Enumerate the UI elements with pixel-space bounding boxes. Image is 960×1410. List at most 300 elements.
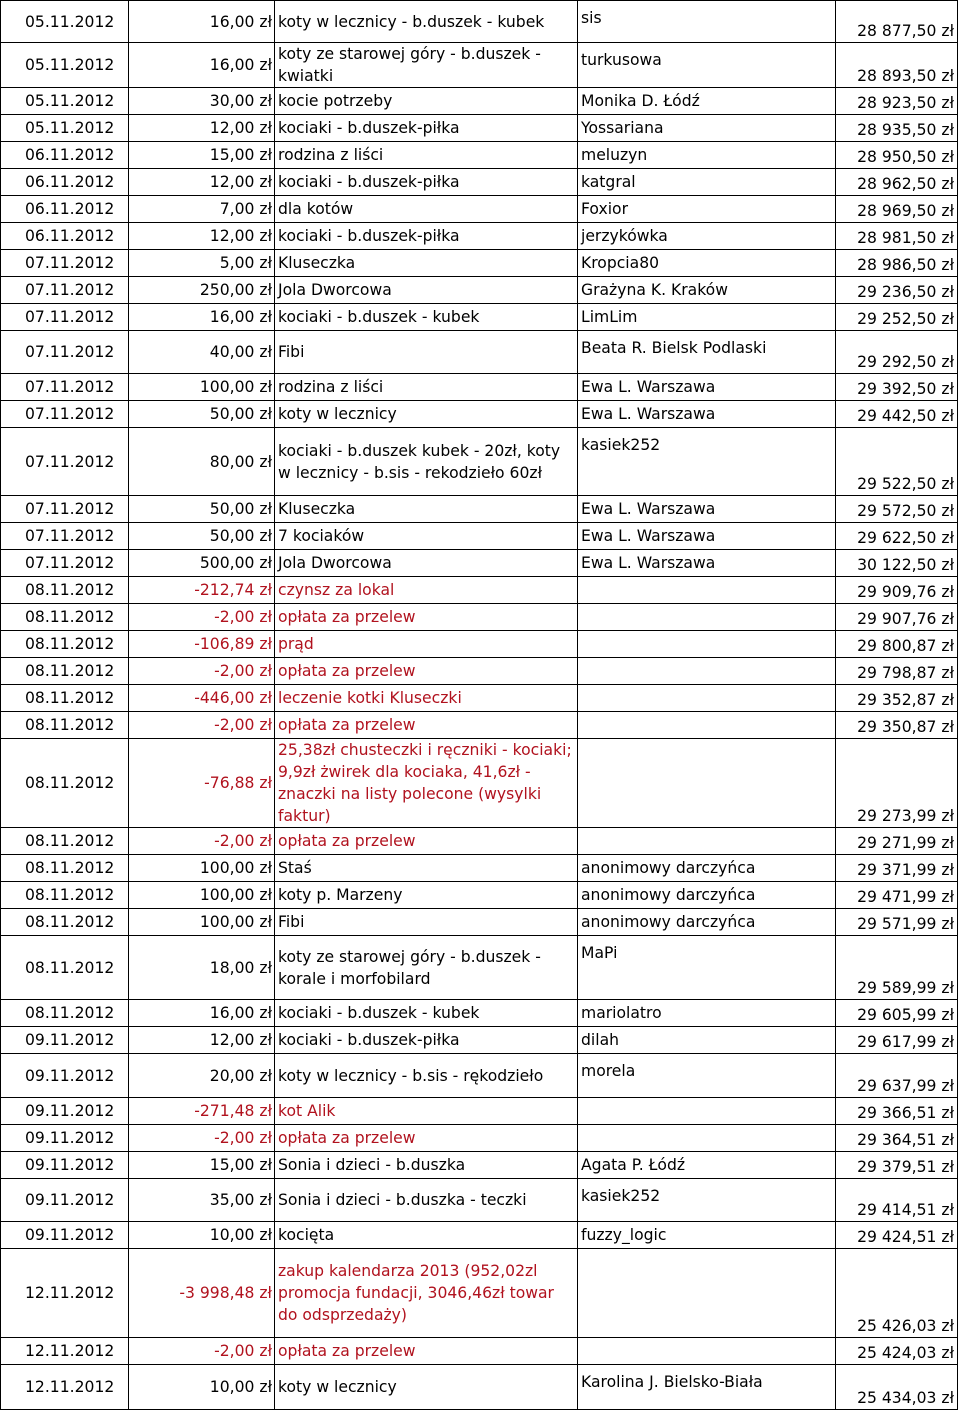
amount-cell-text: 16,00 zł	[209, 56, 272, 74]
table-row	[1, 169, 958, 196]
date-cell-text: 06.11.2012	[25, 173, 115, 191]
balance-cell-text: 29 572,50 zł	[857, 502, 954, 520]
description-cell-text: Fibi	[278, 913, 305, 931]
date-cell-text: 05.11.2012	[25, 56, 115, 74]
donor-cell-text: anonimowy darczyńca	[581, 913, 756, 931]
balance-cell-text: 29 392,50 zł	[857, 380, 954, 398]
amount-cell	[129, 1338, 275, 1365]
donor-cell	[578, 401, 836, 428]
table-row	[1, 550, 958, 577]
table-row	[1, 1222, 958, 1249]
donor-cell	[578, 712, 836, 739]
donor-cell	[578, 88, 836, 115]
description-cell	[275, 401, 578, 428]
date-cell	[1, 1249, 129, 1338]
donor-cell	[578, 277, 836, 304]
amount-cell	[129, 1179, 275, 1222]
amount-cell	[129, 550, 275, 577]
amount-cell-text: 12,00 zł	[209, 173, 272, 191]
donor-cell	[578, 1179, 836, 1222]
date-cell-text: 12.11.2012	[25, 1284, 115, 1302]
donor-cell-text: anonimowy darczyńca	[581, 859, 756, 877]
donor-cell-text: Yossariana	[581, 119, 664, 137]
date-cell-text: 05.11.2012	[25, 92, 115, 110]
amount-cell	[129, 374, 275, 401]
donor-cell	[578, 550, 836, 577]
date-cell	[1, 577, 129, 604]
amount-cell	[129, 604, 275, 631]
donor-cell-text: Agata P. Łódź	[581, 1156, 686, 1174]
description-cell	[275, 1179, 578, 1222]
description-cell-text: 7 kociaków	[278, 527, 365, 545]
donor-cell	[578, 631, 836, 658]
donor-cell-text: Karolina J. Bielsko-Biała	[581, 1373, 763, 1391]
description-cell	[275, 828, 578, 855]
description-cell	[275, 577, 578, 604]
balance-cell-text: 29 522,50 zł	[857, 475, 954, 493]
donor-cell	[578, 43, 836, 88]
table-row	[1, 142, 958, 169]
donor-cell	[578, 828, 836, 855]
date-cell-text: 07.11.2012	[25, 343, 115, 361]
donor-cell	[578, 496, 836, 523]
amount-cell	[129, 1027, 275, 1054]
donor-cell	[578, 1365, 836, 1410]
description-cell-text: koty p. Marzeny	[278, 886, 403, 904]
description-cell	[275, 88, 578, 115]
description-cell-text: opłata za przelew	[278, 1129, 416, 1147]
description-cell-text: opłata za przelew	[278, 832, 416, 850]
description-cell	[275, 523, 578, 550]
description-cell-text: kociaki - b.duszek-piłka	[278, 1031, 460, 1049]
description-cell	[275, 1152, 578, 1179]
date-cell	[1, 909, 129, 936]
description-cell-text: kociaki - b.duszek kubek - 20zł, koty w lecznicy - b.sis - rekodzieło 60zł	[278, 441, 561, 482]
table-row	[1, 1179, 958, 1222]
balance-cell-text: 29 352,87 zł	[857, 691, 954, 709]
donor-cell-text: MaPi	[581, 944, 618, 962]
table-row	[1, 331, 958, 374]
date-cell-text: 09.11.2012	[25, 1191, 115, 1209]
date-cell-text: 09.11.2012	[25, 1226, 115, 1244]
description-cell	[275, 1, 578, 43]
description-cell	[275, 250, 578, 277]
donor-cell	[578, 1222, 836, 1249]
table-row	[1, 1098, 958, 1125]
amount-cell-text: 80,00 zł	[209, 452, 272, 471]
donor-cell-text: katgral	[581, 173, 636, 191]
date-cell-text: 09.11.2012	[25, 1156, 115, 1174]
description-cell-text: kociaki - b.duszek - kubek	[278, 308, 480, 326]
description-cell-text: kociaki - b.duszek-piłka	[278, 119, 460, 137]
donor-cell	[578, 304, 836, 331]
balance-cell-text: 28 981,50 zł	[857, 229, 954, 247]
amount-cell-text: 16,00 zł	[209, 308, 272, 326]
amount-cell	[129, 1365, 275, 1410]
description-cell	[275, 1222, 578, 1249]
amount-cell	[129, 196, 275, 223]
description-cell	[275, 196, 578, 223]
date-cell-text: 07.11.2012	[25, 452, 115, 471]
balance-cell	[836, 604, 958, 631]
balance-cell-text: 29 292,50 zł	[857, 353, 954, 371]
date-cell	[1, 1027, 129, 1054]
amount-cell	[129, 658, 275, 685]
balance-cell-text: 29 271,99 zł	[857, 834, 954, 852]
balance-cell	[836, 882, 958, 909]
date-cell	[1, 496, 129, 523]
description-cell-text: opłata za przelew	[278, 608, 416, 626]
balance-cell	[836, 577, 958, 604]
table-row	[1, 250, 958, 277]
table-row	[1, 496, 958, 523]
date-cell-text: 08.11.2012	[25, 608, 115, 626]
description-cell	[275, 142, 578, 169]
description-cell-text: kot Alik	[278, 1102, 336, 1120]
description-cell-text: Jola Dworcowa	[278, 281, 392, 299]
amount-cell	[129, 88, 275, 115]
amount-cell	[129, 1000, 275, 1027]
balance-cell	[836, 1054, 958, 1098]
balance-cell-text: 29 371,99 zł	[857, 861, 954, 879]
balance-cell-text: 29 366,51 zł	[857, 1104, 954, 1122]
date-cell-text: 08.11.2012	[25, 581, 115, 599]
balance-cell-text: 28 962,50 zł	[857, 175, 954, 193]
description-cell-text: koty ze starowej góry - b.duszek - kwiatki	[278, 45, 541, 85]
table-row	[1, 401, 958, 428]
balance-cell-text: 29 350,87 zł	[857, 718, 954, 736]
description-cell-text: koty w lecznicy	[278, 405, 397, 423]
date-cell	[1, 550, 129, 577]
date-cell	[1, 631, 129, 658]
description-cell-text: kociaki - b.duszek - kubek	[278, 1004, 480, 1022]
date-cell-text: 07.11.2012	[25, 308, 115, 326]
amount-cell-text: 50,00 zł	[209, 527, 272, 545]
balance-cell	[836, 1000, 958, 1027]
date-cell	[1, 685, 129, 712]
description-cell	[275, 1098, 578, 1125]
donor-cell-text: meluzyn	[581, 146, 648, 164]
description-cell	[275, 936, 578, 1000]
description-cell-text: dla kotów	[278, 200, 354, 218]
donor-cell	[578, 1338, 836, 1365]
amount-cell-text: 30,00 zł	[209, 92, 272, 110]
balance-cell	[836, 1249, 958, 1338]
description-cell	[275, 223, 578, 250]
donor-cell-text: Ewa L. Warszawa	[581, 527, 716, 545]
description-cell	[275, 115, 578, 142]
table-row	[1, 685, 958, 712]
date-cell-text: 07.11.2012	[25, 405, 115, 423]
balance-cell-text: 29 442,50 zł	[857, 407, 954, 425]
balance-cell-text: 25 434,03 zł	[857, 1389, 954, 1407]
donor-cell	[578, 1054, 836, 1098]
description-cell	[275, 855, 578, 882]
description-cell	[275, 1125, 578, 1152]
balance-cell	[836, 115, 958, 142]
donor-cell-text: LimLim	[581, 308, 638, 326]
amount-cell-text: 250,00 zł	[199, 281, 272, 299]
donor-cell	[578, 169, 836, 196]
donor-cell	[578, 1027, 836, 1054]
balance-cell-text: 28 935,50 zł	[857, 121, 954, 139]
table-row	[1, 428, 958, 496]
table-row	[1, 277, 958, 304]
donor-cell	[578, 142, 836, 169]
donor-cell	[578, 1, 836, 43]
balance-cell	[836, 43, 958, 88]
description-cell-text: opłata za przelew	[278, 662, 416, 680]
balance-cell-text: 30 122,50 zł	[857, 556, 954, 574]
description-cell-text: rodzina z liści	[278, 146, 384, 164]
description-cell	[275, 739, 578, 828]
description-cell	[275, 712, 578, 739]
description-cell-text: Staś	[278, 859, 312, 877]
description-cell	[275, 604, 578, 631]
date-cell	[1, 936, 129, 1000]
table-row	[1, 604, 958, 631]
donor-cell-text: Grażyna K. Kraków	[581, 281, 728, 299]
balance-cell	[836, 936, 958, 1000]
amount-cell	[129, 142, 275, 169]
date-cell	[1, 331, 129, 374]
balance-cell	[836, 1365, 958, 1410]
date-cell	[1, 882, 129, 909]
balance-cell	[836, 828, 958, 855]
table-row	[1, 223, 958, 250]
date-cell-text: 08.11.2012	[25, 886, 115, 904]
amount-cell	[129, 496, 275, 523]
description-cell-text: leczenie kotki Kluseczki	[278, 689, 462, 707]
balance-cell	[836, 1, 958, 43]
description-cell-text: kocie potrzeby	[278, 92, 393, 110]
description-cell-text: Kluseczka	[278, 254, 356, 272]
description-cell	[275, 304, 578, 331]
amount-cell-text: -2,00 zł	[214, 716, 272, 734]
description-cell-text: koty w lecznicy - b.sis - rękodzieło	[278, 1066, 544, 1085]
amount-cell	[129, 631, 275, 658]
date-cell-text: 09.11.2012	[25, 1031, 115, 1049]
balance-cell-text: 29 252,50 zł	[857, 310, 954, 328]
balance-cell-text: 29 800,87 zł	[857, 637, 954, 655]
balance-cell-text: 28 893,50 zł	[857, 67, 954, 85]
balance-cell	[836, 401, 958, 428]
date-cell-text: 07.11.2012	[25, 500, 115, 518]
description-cell-text: czynsz za lokal	[278, 581, 395, 599]
date-cell	[1, 196, 129, 223]
donor-cell-text: morela	[581, 1062, 636, 1080]
balance-cell-text: 29 637,99 zł	[857, 1077, 954, 1095]
amount-cell	[129, 169, 275, 196]
description-cell-text: Kluseczka	[278, 500, 356, 518]
balance-cell-text: 29 907,76 zł	[857, 610, 954, 628]
description-cell	[275, 1249, 578, 1338]
balance-cell-text: 29 236,50 zł	[857, 283, 954, 301]
date-cell-text: 07.11.2012	[25, 554, 115, 572]
balance-cell-text: 25 424,03 zł	[857, 1344, 954, 1362]
donor-cell	[578, 936, 836, 1000]
description-cell-text: 25,38zł chusteczki i ręczniki - kociaki; 9,9zł żwirek dla kociaka, 41,6zł - znaczki na listy polecone (wysylki faktur)	[278, 741, 572, 825]
donor-cell-text: dilah	[581, 1031, 620, 1049]
amount-cell	[129, 250, 275, 277]
amount-cell	[129, 223, 275, 250]
donor-cell-text: turkusowa	[581, 51, 662, 69]
description-cell	[275, 550, 578, 577]
balance-cell	[836, 1338, 958, 1365]
amount-cell-text: 7,00 zł	[219, 200, 272, 218]
description-cell	[275, 631, 578, 658]
date-cell	[1, 1365, 129, 1410]
balance-cell	[836, 631, 958, 658]
date-cell	[1, 855, 129, 882]
description-cell-text: koty w lecznicy	[278, 1378, 397, 1396]
table-row	[1, 828, 958, 855]
date-cell	[1, 115, 129, 142]
description-cell-text: zakup kalendarza 2013 (952,02zl promocja fundacji, 3046,46zł towar do odsprzedaży)	[278, 1262, 554, 1324]
date-cell-text: 07.11.2012	[25, 527, 115, 545]
date-cell	[1, 1179, 129, 1222]
donor-cell	[578, 658, 836, 685]
balance-cell	[836, 250, 958, 277]
table-row	[1, 1125, 958, 1152]
balance-cell	[836, 739, 958, 828]
balance-cell	[836, 223, 958, 250]
amount-cell	[129, 882, 275, 909]
date-cell-text: 09.11.2012	[25, 1129, 115, 1147]
balance-cell	[836, 196, 958, 223]
amount-cell-text: -76,88 zł	[204, 774, 272, 792]
description-cell-text: kociaki - b.duszek-piłka	[278, 173, 460, 191]
balance-cell	[836, 496, 958, 523]
amount-cell	[129, 936, 275, 1000]
amount-cell-text: 18,00 zł	[209, 958, 272, 977]
balance-cell	[836, 1179, 958, 1222]
table-row	[1, 1338, 958, 1365]
balance-cell-text: 29 589,99 zł	[857, 979, 954, 997]
balance-cell	[836, 1027, 958, 1054]
table-row	[1, 739, 958, 828]
amount-cell	[129, 428, 275, 496]
balance-cell	[836, 550, 958, 577]
description-cell	[275, 1338, 578, 1365]
balance-cell	[836, 1098, 958, 1125]
date-cell-text: 08.11.2012	[25, 716, 115, 734]
donor-cell	[578, 739, 836, 828]
date-cell-text: 07.11.2012	[25, 281, 115, 299]
description-cell	[275, 1054, 578, 1098]
amount-cell-text: 500,00 zł	[199, 554, 272, 572]
amount-cell	[129, 304, 275, 331]
amount-cell-text: 12,00 zł	[209, 227, 272, 245]
balance-cell-text: 29 471,99 zł	[857, 888, 954, 906]
date-cell	[1, 1, 129, 43]
balance-cell-text: 29 414,51 zł	[857, 1201, 954, 1219]
donor-cell	[578, 855, 836, 882]
table-row	[1, 1152, 958, 1179]
balance-cell-text: 29 379,51 zł	[857, 1158, 954, 1176]
donor-cell-text: anonimowy darczyńca	[581, 886, 756, 904]
description-cell	[275, 685, 578, 712]
date-cell-text: 08.11.2012	[25, 662, 115, 680]
donor-cell	[578, 1098, 836, 1125]
amount-cell	[129, 577, 275, 604]
amount-cell-text: 10,00 zł	[209, 1226, 272, 1244]
donor-cell	[578, 523, 836, 550]
amount-cell-text: 50,00 zł	[209, 500, 272, 518]
amount-cell	[129, 1098, 275, 1125]
balance-cell-text: 29 571,99 zł	[857, 915, 954, 933]
balance-cell-text: 25 426,03 zł	[857, 1317, 954, 1335]
amount-cell-text: -106,89 zł	[194, 635, 272, 653]
date-cell	[1, 1125, 129, 1152]
donor-cell	[578, 374, 836, 401]
amount-cell-text: -446,00 zł	[194, 689, 272, 707]
amount-cell	[129, 909, 275, 936]
date-cell	[1, 88, 129, 115]
date-cell	[1, 401, 129, 428]
balance-cell-text: 29 622,50 zł	[857, 529, 954, 547]
donor-cell-text: Beata R. Bielsk Podlaski	[581, 339, 767, 357]
table-row	[1, 658, 958, 685]
date-cell-text: 08.11.2012	[25, 913, 115, 931]
balance-cell-text: 29 424,51 zł	[857, 1228, 954, 1246]
table-row	[1, 43, 958, 88]
donor-cell-text: Ewa L. Warszawa	[581, 378, 716, 396]
table-row	[1, 936, 958, 1000]
description-cell-text: rodzina z liści	[278, 378, 384, 396]
date-cell-text: 12.11.2012	[25, 1342, 115, 1360]
description-cell-text: kocięta	[278, 1226, 335, 1244]
balance-cell	[836, 658, 958, 685]
balance-cell	[836, 1125, 958, 1152]
date-cell	[1, 1338, 129, 1365]
donor-cell-text: Ewa L. Warszawa	[581, 554, 716, 572]
amount-cell-text: 16,00 zł	[209, 12, 272, 31]
amount-cell	[129, 1152, 275, 1179]
donor-cell-text: fuzzy_logic	[581, 1226, 667, 1244]
amount-cell	[129, 1, 275, 43]
date-cell	[1, 1098, 129, 1125]
date-cell	[1, 169, 129, 196]
donor-cell-text: jerzykówka	[581, 227, 668, 245]
description-cell-text: Jola Dworcowa	[278, 554, 392, 572]
table-row	[1, 374, 958, 401]
amount-cell-text: 16,00 zł	[209, 1004, 272, 1022]
amount-cell-text: 100,00 zł	[199, 378, 272, 396]
donor-cell-text: kasiek252	[581, 436, 661, 454]
description-cell	[275, 331, 578, 374]
balance-cell-text: 29 364,51 zł	[857, 1131, 954, 1149]
amount-cell-text: -2,00 zł	[214, 832, 272, 850]
amount-cell	[129, 115, 275, 142]
description-cell-text: Fibi	[278, 343, 305, 361]
table-row	[1, 712, 958, 739]
description-cell-text: opłata za przelew	[278, 1342, 416, 1360]
donor-cell	[578, 909, 836, 936]
donor-cell	[578, 250, 836, 277]
amount-cell	[129, 739, 275, 828]
balance-cell-text: 29 617,99 zł	[857, 1033, 954, 1051]
balance-cell	[836, 374, 958, 401]
ledger-body	[1, 1, 958, 1410]
date-cell	[1, 374, 129, 401]
date-cell-text: 08.11.2012	[25, 689, 115, 707]
description-cell-text: Sonia i dzieci - b.duszka - teczki	[278, 1191, 527, 1209]
amount-cell-text: 20,00 zł	[209, 1066, 272, 1085]
date-cell	[1, 658, 129, 685]
date-cell-text: 07.11.2012	[25, 254, 115, 272]
date-cell-text: 12.11.2012	[25, 1378, 115, 1396]
